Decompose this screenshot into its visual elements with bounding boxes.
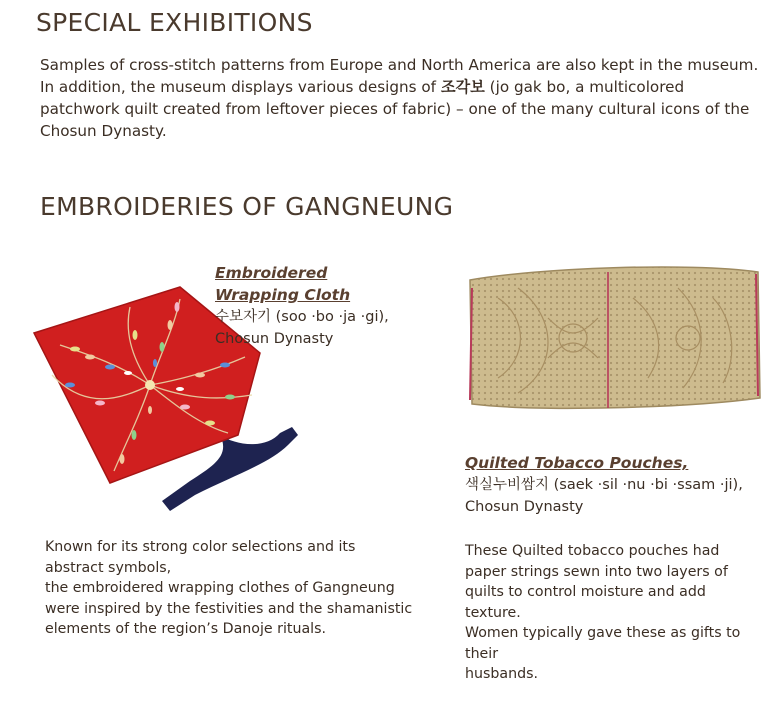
description-tobacco-pouch [465, 541, 765, 685]
quilted-tobacco-pouch-image [458, 258, 768, 418]
description-line: paper strings sewn into two layers of [465, 563, 728, 580]
special-exhibitions-heading: SPECIAL EXHIBITIONS [36, 8, 313, 37]
item-era-tobacco-pouch: Chosun Dynasty [465, 499, 584, 515]
description-line: elements of the region’s Danoje rituals. [45, 621, 326, 637]
description-line: the embroidered wrapping clothes of Gangneung [45, 580, 395, 596]
description-line: quilts to control moisture and add texture. [465, 584, 706, 621]
description-line: were inspired by the festivities and the shamanistic [45, 600, 413, 617]
description-line: Women typically gave these as gifts to their [465, 625, 741, 662]
description-line: husbands. [465, 666, 538, 682]
description-line: Known for its strong color selections and its [45, 539, 356, 555]
paragraph-part1: Samples of cross-stitch patterns from Europe and North America are also kept in the museum. In addition, the museum displays various designs of [40, 56, 759, 96]
description-line: These Quilted tobacco pouches had [465, 543, 720, 559]
special-exhibitions-paragraph [40, 54, 760, 142]
item-title-tobacco-pouch: Quilted Tobacco Pouches, [465, 454, 689, 472]
item-era-wrapping-cloth: Chosun Dynasty [215, 331, 334, 347]
item-title-wrapping-cloth: Embroidered Wrapping Cloth [215, 264, 351, 304]
description-wrapping-cloth [45, 537, 420, 640]
embroideries-heading: EMBROIDERIES OF GANGNEUNG [40, 192, 454, 221]
description-line: abstract symbols, [45, 559, 172, 576]
paragraph-part2: (jo gak bo, a multicolored patchwork quilt created from leftover pieces of fabric) – one of the many cultural icons of the Chosun Dynasty. [40, 78, 750, 140]
item-korean-name-tobacco-pouch: 색실누비쌈지 (saek ·sil ·nu ·bi ·ssam ·ji), [465, 477, 743, 493]
item-korean-name-wrapping-cloth: 수보자기 (soo ·bo ·ja ·gi), [215, 309, 389, 325]
korean-term-jogakbo: 조각보 [440, 78, 485, 96]
caption-wrapping-cloth [215, 262, 415, 350]
caption-tobacco-pouch [465, 452, 765, 518]
